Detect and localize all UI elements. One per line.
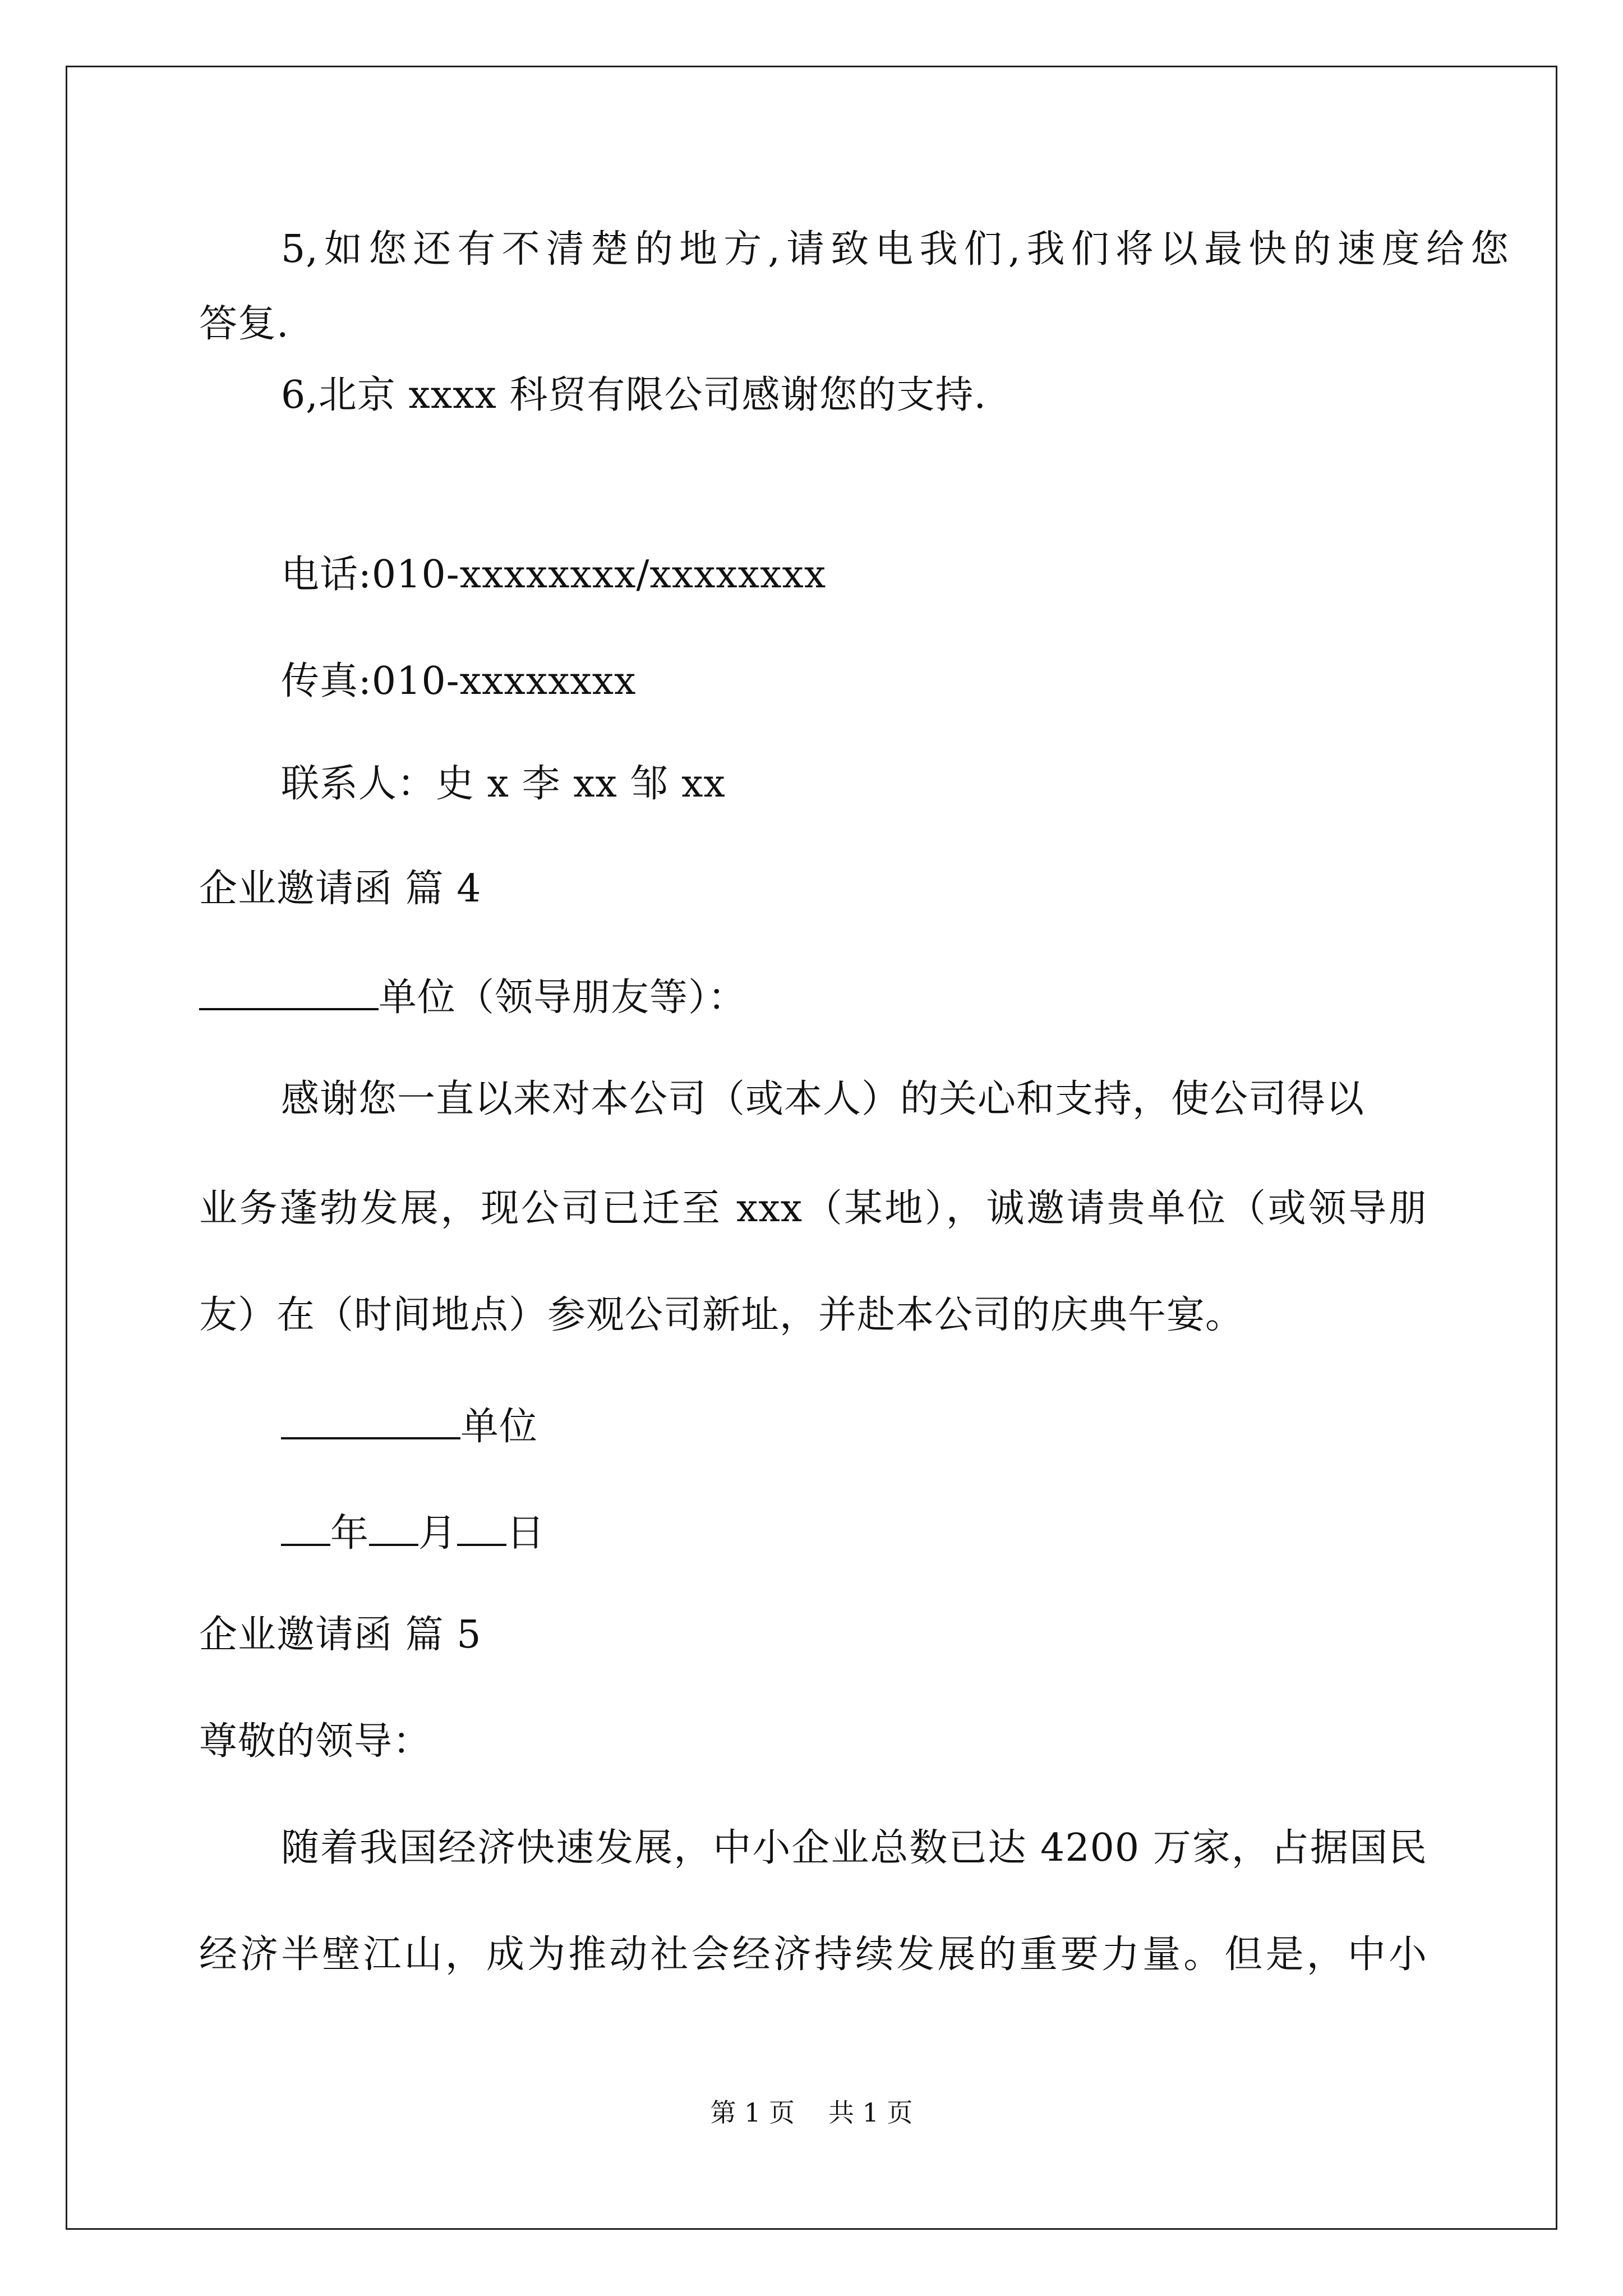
body-line-1-text: 感谢您一直以来对本公司（或本人）的关心和支持，使公司得以 (281, 1077, 1365, 1121)
signature-unit-text: 单位 (460, 1405, 538, 1449)
day-blank (457, 1509, 506, 1546)
fill-in-blank (199, 973, 379, 1010)
month-label: 月 (418, 1511, 458, 1556)
contact-line: 联系人：史 x 李 xx 邹 xx (281, 762, 726, 806)
day-label: 日 (506, 1511, 546, 1556)
paragraph-line-3: 6,北京 xxxx 科贸有限公司感谢您的支持. (281, 373, 987, 417)
fax-line: 传真:010-xxxxxxxx (281, 659, 637, 703)
paragraph-line-1: 5,如您还有不清楚的地方,请致电我们,我们将以最快的速度给您 (281, 227, 1509, 272)
year-label: 年 (330, 1511, 370, 1556)
salutation-line (199, 973, 1427, 1020)
section-heading-4: 企业邀请函 篇 4 (199, 867, 482, 911)
date-line (281, 1509, 1509, 1556)
body-line-2: 业务蓬勃发展，现公司已迁至 xxx（某地），诚邀请贵单位（或领导朋 (199, 1186, 1427, 1231)
paragraph-line-2: 答复. (199, 302, 289, 346)
month-blank (369, 1509, 418, 1546)
greeting-line: 尊敬的领导： (199, 1719, 432, 1764)
salutation-text: 单位（领导朋友等）： (379, 976, 747, 1020)
body-line-5: 经济半壁江山，成为推动社会经济持续发展的重要力量。但是，中小 (199, 1932, 1427, 1977)
body-line-4: 随着我国经济快速发展，中小企业总数已达 4200 万家，占据国民 (281, 1826, 1427, 1870)
body-line-1 (281, 1077, 1427, 1122)
phone-line: 电话:010-xxxxxxxx/xxxxxxxx (281, 553, 827, 597)
signature-unit-line (281, 1402, 1509, 1450)
page-footer (0, 2096, 1623, 2129)
section-heading-5: 企业邀请函 篇 5 (199, 1613, 482, 1657)
body-line-3: 友）在（时间地点）参观公司新址，并赴本公司的庆典午宴。 (199, 1293, 1244, 1337)
fill-in-blank (281, 1402, 460, 1439)
page-total: 共 1 页 (828, 2097, 913, 2128)
page-number: 第 1 页 (710, 2097, 795, 2128)
year-blank (281, 1509, 330, 1546)
